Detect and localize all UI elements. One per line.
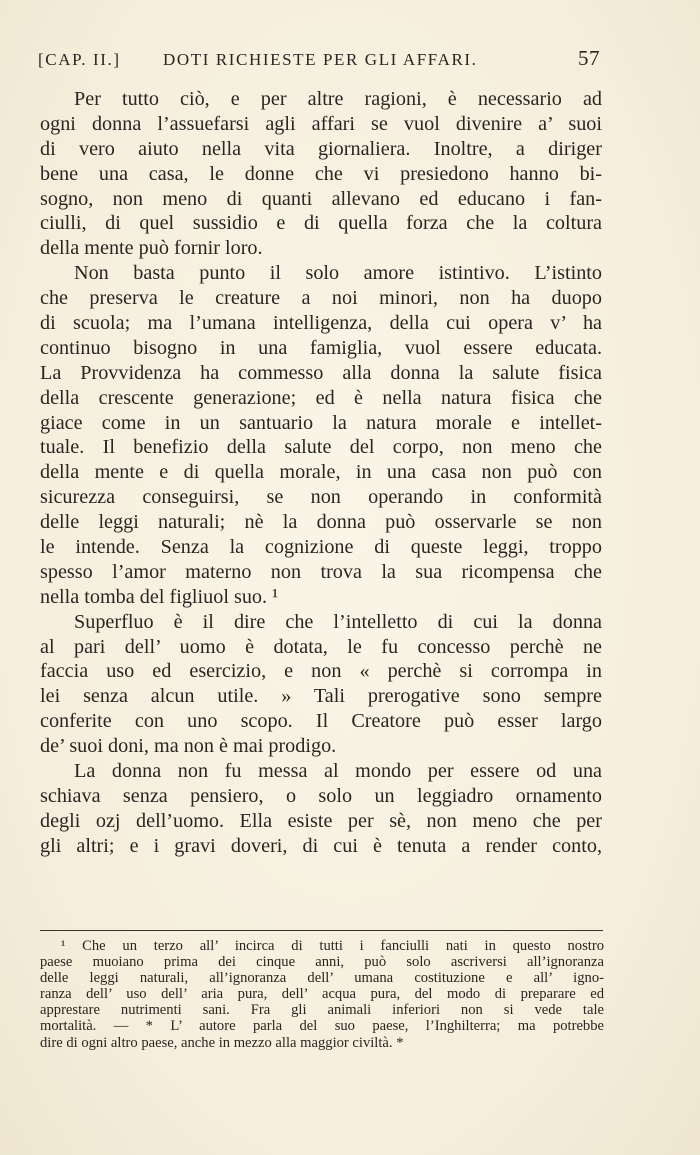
running-head	[38, 46, 600, 76]
text-line: sogno, non meno di quanti allevano ed educano i fan-	[40, 187, 602, 210]
text-line: le intende. Senza la cognizione di queste leggi, troppo	[40, 536, 602, 559]
text-line: degli ozj dell’uomo. Ella esiste per sè, non meno che per	[40, 809, 602, 832]
footnote-divider	[40, 930, 603, 931]
text-line: di vero aiuto nella vita giornaliera. Inoltre, a diriger	[40, 137, 602, 160]
footnote-line: paese muoiano prima dei cinque anni, può solo ascriversi all’ignoranza	[40, 954, 604, 971]
text-line: continuo bisogno in una famiglia, vuol essere educata.	[40, 336, 602, 359]
footnote-line: ¹ Che un terzo all’ incirca di tutti i fanciulli nati in questo nostro	[61, 938, 604, 954]
text-line: de’ suoi doni, ma non è mai prodigo.	[40, 735, 337, 758]
running-title: DOTI RICHIESTE PER GLI AFFARI.	[163, 50, 478, 69]
page-number: 57	[578, 46, 600, 70]
text-line: Superfluo è il dire che l’intelletto di cui la donna	[74, 610, 602, 633]
text-line: ogni donna l’assuefarsi agli affari se vuol divenire a’ suoi	[40, 112, 602, 135]
text-line: conferite con uno scopo. Il Creatore può esser largo	[40, 710, 602, 733]
text-line: di scuola; ma l’umana intelligenza, della cui opera v’ ha	[40, 312, 602, 335]
text-line: tuale. Il benefizio della salute del corpo, non meno che	[40, 436, 602, 459]
text-line: della mente può fornir loro.	[40, 237, 263, 260]
text-line: al pari dell’ uomo è dotata, le fu concesso perchè ne	[40, 635, 602, 658]
text-line: che preserva le creature a noi minori, non ha duopo	[40, 287, 602, 310]
text-line: faccia uso ed esercizio, e non « perchè si corrompa in	[40, 660, 602, 683]
text-line: sicurezza conseguirsi, se non operando in conformità	[40, 486, 602, 509]
footnote-line: ranza dell’ uso dell’ aria pura, dell’ acqua pura, del modo di preparare ed	[40, 986, 604, 1003]
text-line: gli altri; e i gravi doveri, di cui è tenuta a render conto,	[40, 834, 602, 857]
footnotes	[40, 938, 604, 1051]
footnote-line: dire di ogni altro paese, anche in mezzo alla maggior civiltà. *	[40, 1034, 404, 1051]
text-line: giace come in un santuario la natura morale e intellet-	[40, 411, 602, 434]
text-line: della crescente generazione; ed è nella natura fisica che	[40, 386, 602, 409]
text-line: nella tomba del figliuol suo. ¹	[40, 585, 279, 608]
text-line: bene una casa, le donne che vi presiedono hanno bi-	[40, 162, 602, 185]
text-line: La Provvidenza ha commesso alla donna la salute fisica	[40, 361, 602, 384]
body-text	[40, 87, 602, 859]
footnote-line: delle leggi naturali, all’ignoranza dell’ umana costituzione e all’ igno-	[40, 970, 604, 987]
text-line: Per tutto ciò, e per altre ragioni, è necessario ad	[74, 88, 602, 110]
text-line: Non basta punto il solo amore istintivo. L’istinto	[74, 262, 602, 285]
text-line: spesso l’amor materno non trova la sua ricompensa che	[40, 560, 602, 583]
text-line: della mente e di quella morale, in una casa non può con	[40, 461, 602, 484]
text-line: La donna non fu messa al mondo per essere od una	[74, 760, 602, 783]
footnote-line: mortalità. — * L’ autore parla del suo paese, l’Inghilterra; ma potrebbe	[40, 1018, 604, 1035]
chapter-label: [CAP. II.]	[38, 50, 121, 69]
footnote-line: apprestare nutrimenti sani. Fra gli animali inferiori non si vede tale	[40, 1002, 604, 1019]
text-line: ciulli, di quel sussidio e di quella forza che la coltura	[40, 212, 602, 235]
text-line: lei senza alcun utile. » Tali prerogative sono sempre	[40, 685, 602, 708]
text-line: schiava senza pensiero, o solo un leggiadro ornamento	[40, 784, 602, 807]
text-line: delle leggi naturali; nè la donna può osservarle se non	[40, 511, 602, 534]
